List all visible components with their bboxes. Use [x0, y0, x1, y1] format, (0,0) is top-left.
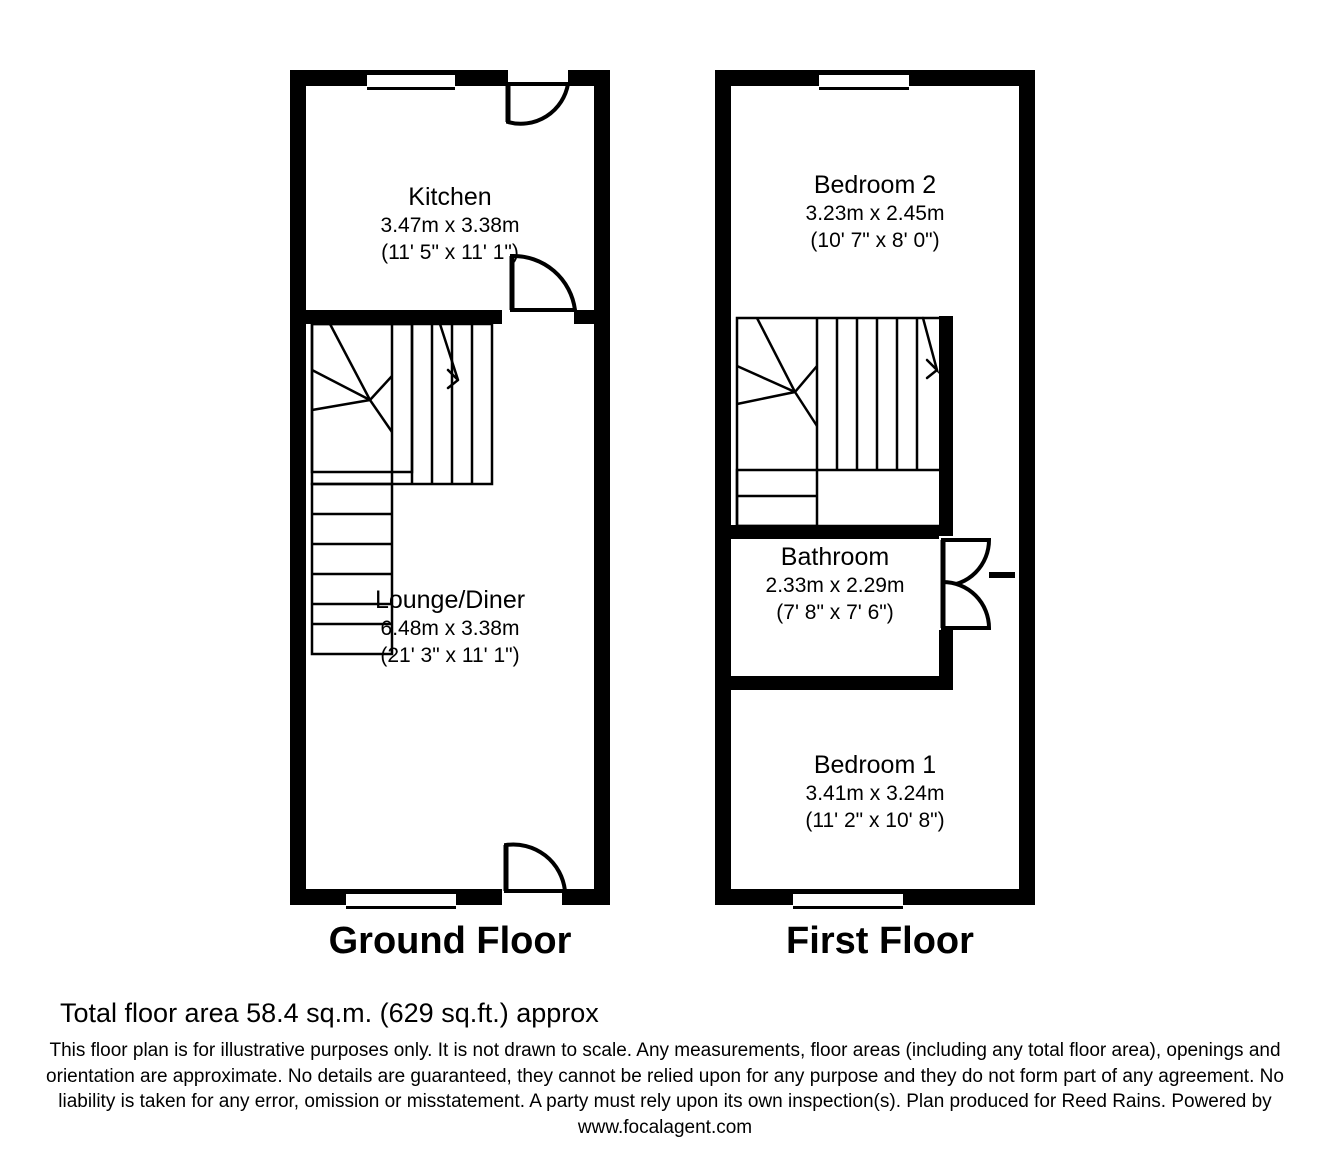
room-dim-imperial: (11' 2" x 10' 8"): [805, 808, 945, 832]
room-name: Bedroom 2: [813, 171, 937, 199]
room-dim-imperial: (7' 8" x 7' 6"): [776, 600, 894, 624]
room-label-kitchen: [320, 182, 580, 266]
room-label-bedroom-2: [735, 170, 1015, 254]
room-dim-metric: 6.48m x 3.38m: [380, 617, 520, 641]
total-floor-area: Total floor area 58.4 sq.m. (629 sq.ft.) approx: [60, 998, 599, 1028]
room-dim-metric: 2.33m x 2.29m: [765, 574, 905, 598]
ground-floor-plan: [290, 70, 610, 905]
room-label-bathroom: [715, 542, 955, 626]
floor-title-first: First Floor: [786, 920, 974, 962]
room-dim-metric: 3.41m x 3.24m: [805, 782, 945, 806]
room-name: Kitchen: [408, 183, 492, 211]
room-dim-imperial: (11' 5" x 11' 1"): [381, 240, 519, 264]
room-dim-metric: 3.23m x 2.45m: [805, 202, 945, 226]
room-label-bedroom-1: [735, 750, 1015, 834]
room-dim-imperial: (10' 7" x 8' 0"): [810, 228, 940, 252]
disclaimer-text: This floor plan is for illustrative purposes only. It is not drawn to scale. Any measurements, floor areas (including any total floor area), openings and orientation are approximate. No details are guaranteed, they cannot be relied upon for any purpose and they do not form part of any agreement. No liability is taken for any error, omission or misstatement. A party must rely upon its own inspection(s). Plan produced for Reed Rains. Powered by www.focalagent.com: [46, 1040, 1284, 1138]
room-dim-imperial: (21' 3" x 11' 1"): [380, 643, 520, 667]
room-name: Lounge/Diner: [374, 586, 526, 614]
room-label-lounge-diner: [310, 585, 590, 669]
floor-title-ground: Ground Floor: [328, 920, 572, 962]
room-dim-metric: 3.47m x 3.38m: [380, 214, 520, 238]
first-floor-plan: [715, 70, 1035, 905]
room-name: Bedroom 1: [813, 751, 937, 779]
room-name: Bathroom: [780, 543, 890, 571]
